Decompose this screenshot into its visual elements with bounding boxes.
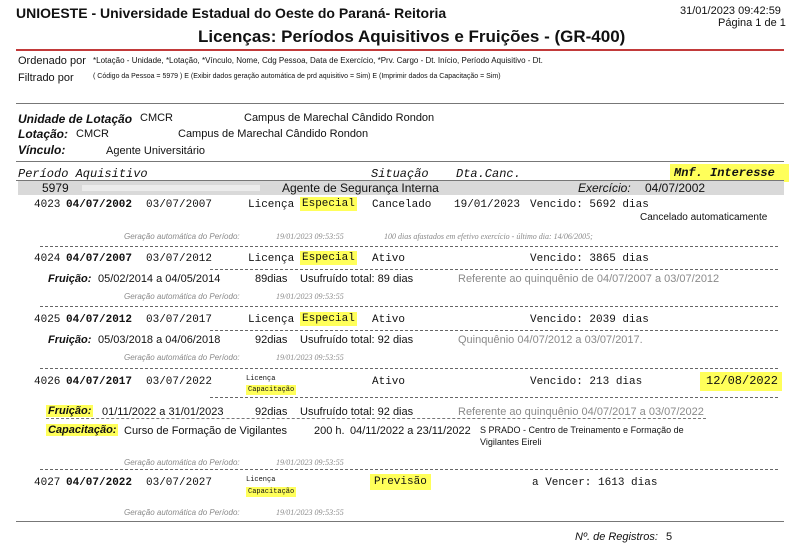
lotacao-name: Campus de Marechal Cândido Rondon (178, 128, 369, 140)
period-id-4027: 4027 (34, 477, 61, 489)
gen-date-4025: 19/01/2023 09:53:55 (276, 353, 344, 362)
interest-date-4026: 12/08/2022 (700, 372, 782, 391)
gen-label-4025: Geração automática do Período: (124, 353, 240, 362)
records-divider (16, 521, 784, 522)
fruicao-note-4025: Quinquênio 04/07/2012 a 03/07/2017. (458, 334, 643, 346)
gen-label-4026: Geração automática do Período: (124, 458, 240, 467)
gen-note-4023: 100 dias afastados em efetivo exercício - último dia: 14/06/2005; (384, 232, 593, 241)
period-dtcanc-4023: 19/01/2023 (454, 199, 521, 211)
period-due-4027: a Vencer: 1613 dias (532, 477, 658, 489)
period-status-4025: Ativo (372, 314, 406, 326)
period-type-4026: Licença (246, 375, 276, 383)
fruicao-note-4026: Referente ao quinquênio 04/07/2017 a 03/07/2022 (458, 406, 704, 418)
period-type2-4023: Especial (302, 198, 355, 210)
period-end-4027: 03/07/2027 (146, 477, 213, 489)
filter-value: ( Código da Pessoa = 5979 ) E (Exibir dados geração automática de prd aquisitivo = Sim) E (Imprimir dados da Capacitação = Sim) (93, 73, 501, 80)
period-divider (40, 306, 778, 307)
fruicao-days-4026: 92dias (255, 406, 288, 418)
usufruido-4024: Usufruído total: 89 dias (300, 273, 414, 285)
header-divider (16, 49, 784, 51)
unit-divider (16, 161, 784, 162)
records-label: Nº. de Registros: (575, 531, 658, 543)
institution-name: UNIOESTE - Universidade Estadual do Oeste do Paraná- Reitoria (16, 5, 447, 21)
ordering-value: *Lotação - Unidade, *Lotação, *Vínculo, Nome, Cdg Pessoa, Data de Exercício, *Prv. Cargo - Dt. Início, Período Aquisitivo - Dt. (93, 56, 543, 65)
filter-divider (16, 103, 784, 104)
capacitacao-provider2-4026: Vigilantes Eireli (480, 437, 542, 447)
capacitacao-hours-4026: 200 h. (314, 425, 345, 437)
fruicao-note-4024: Referente ao quinquênio de 04/07/2007 a 03/07/2012 (458, 273, 720, 285)
period-status-4026: Ativo (372, 376, 406, 388)
report-datetime: 31/01/2023 09:42:59 (680, 5, 781, 17)
period-type2-4025: Especial (302, 313, 355, 325)
period-type-4025: Licença (248, 314, 295, 326)
capacitacao-label-4026: Capacitação: (48, 424, 117, 436)
gen-date-4027: 19/01/2023 09:53:55 (276, 508, 344, 517)
period-id-4023: 4023 (34, 199, 61, 211)
fruicao-label-4025: Fruição: (48, 334, 92, 346)
column-situacao: Situação (371, 167, 429, 181)
vinculo-value: Agente Universitário (106, 145, 206, 157)
gen-label-4023: Geração automática do Período: (124, 232, 240, 241)
period-note-4023: Cancelado automaticamente (640, 212, 768, 223)
period-type2-4026: Capacitação (248, 386, 295, 394)
period-due-4026: Vencido: 213 dias (530, 376, 643, 388)
usufruido-4025: Usufruído total: 92 dias (300, 334, 414, 346)
period-status-4027: Previsão (370, 474, 431, 490)
gen-label-4024: Geração automática do Período: (124, 292, 240, 301)
fruicao-days-4024: 89dias (255, 273, 288, 285)
period-due-4024: Vencido: 3865 dias (530, 253, 649, 265)
usufruido-4026: Usufruído total: 92 dias (300, 406, 414, 418)
fruicao-label-4026: Fruição: (48, 405, 92, 417)
period-type2-4027: Capacitação (248, 488, 295, 496)
filter-label: Filtrado por (18, 72, 74, 84)
period-status-4023: Cancelado (372, 199, 432, 211)
period-start-4023: 04/07/2002 (66, 199, 133, 211)
gen-date-4026: 19/01/2023 09:53:55 (276, 458, 344, 467)
page-number: Página 1 de 1 (718, 17, 786, 29)
period-subdivider (210, 330, 778, 331)
period-type-4023: Licença (248, 199, 295, 211)
report-title: Licenças: Períodos Aquisitivos e Fruições - (GR-400) (198, 27, 626, 46)
gen-label-4027: Geração automática do Período: (124, 508, 240, 517)
column-interesse: Mnf. Interesse (670, 164, 789, 182)
period-start-4024: 04/07/2007 (66, 253, 133, 265)
period-due-4025: Vencido: 2039 dias (530, 314, 649, 326)
period-start-4026: 04/07/2017 (66, 376, 133, 388)
ordering-label: Ordenado por (18, 55, 86, 67)
period-divider (40, 246, 778, 247)
unidade-name: Campus de Marechal Cândido Rondon (244, 112, 435, 124)
period-due-4023: Vencido: 5692 dias (530, 199, 649, 211)
exercicio-date: 04/07/2002 (645, 181, 706, 195)
vinculo-label: Vínculo: (18, 143, 66, 157)
period-divider (40, 368, 778, 369)
period-start-4027: 04/07/2022 (66, 477, 133, 489)
capacitacao-provider-4026: S PRADO - Centro de Treinamento e Formação de (480, 425, 684, 435)
redacted-name (82, 185, 260, 191)
exercicio-label: Exercício: (578, 181, 631, 195)
period-subdivider (210, 269, 778, 270)
period-end-4023: 03/07/2007 (146, 199, 213, 211)
period-end-4025: 03/07/2017 (146, 314, 213, 326)
column-periodo: Período Aquisitivo (18, 167, 148, 181)
gen-date-4023: 19/01/2023 09:53:55 (276, 232, 344, 241)
fruicao-label-4024: Fruição: (48, 273, 92, 285)
fruicao-range-4026: 01/11/2022 a 31/01/2023 (102, 406, 224, 418)
records-count: 5 (666, 531, 673, 543)
period-start-4025: 04/07/2012 (66, 314, 133, 326)
period-id-4024: 4024 (34, 253, 61, 265)
period-end-4026: 03/07/2022 (146, 376, 213, 388)
unidade-label: Unidade de Lotação (18, 112, 133, 126)
person-cargo: Agente de Segurança Interna (282, 181, 439, 195)
period-id-4025: 4025 (34, 314, 61, 326)
fruicao-underline (46, 418, 706, 419)
person-code: 5979 (42, 181, 69, 195)
period-end-4024: 03/07/2012 (146, 253, 213, 265)
lotacao-code: CMCR (76, 128, 109, 140)
lotacao-label: Lotação: (18, 127, 69, 141)
period-type-4027: Licença (246, 476, 276, 484)
period-type2-4024: Especial (302, 252, 355, 264)
unidade-code: CMCR (140, 112, 173, 124)
fruicao-days-4025: 92dias (255, 334, 288, 346)
column-dtcanc: Dta.Canc. (456, 167, 521, 181)
period-subdivider (210, 397, 778, 398)
fruicao-range-4025: 05/03/2018 a 04/06/2018 (98, 334, 221, 346)
period-divider (40, 469, 778, 470)
period-type-4024: Licença (248, 253, 295, 265)
capacitacao-course-4026: Curso de Formação de Vigilantes (124, 425, 288, 437)
fruicao-range-4024: 05/02/2014 a 04/05/2014 (98, 273, 221, 285)
period-id-4026: 4026 (34, 376, 61, 388)
period-status-4024: Ativo (372, 253, 406, 265)
gen-date-4024: 19/01/2023 09:53:55 (276, 292, 344, 301)
capacitacao-range-4026: 04/11/2022 a 23/11/2022 (350, 425, 471, 437)
